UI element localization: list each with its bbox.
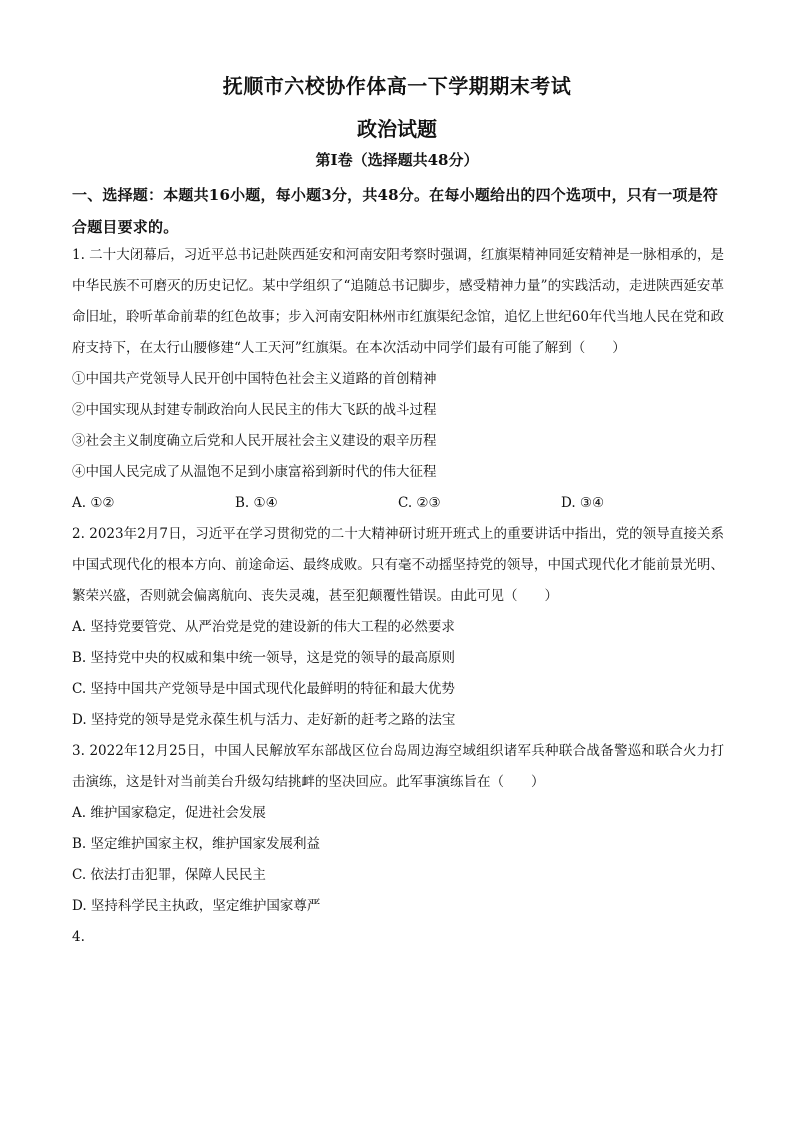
section-heading: 一、选择题：本题共16小题，每小题3分，共48分。在每小题给出的四个选项中，只有一项是符合题目要求的。 <box>72 186 718 236</box>
exam-subject-title: 政治试题 <box>357 117 437 141</box>
question-stem: 3. 2022年12月25日，中国人民解放军东部战区位台岛周边海空域组织诸军兵种联合战备警巡和联合火力打击演练，这是针对当前美台升级勾结挑衅的坚决回应。此军事演练旨在（ ） <box>72 743 724 790</box>
option-b: B. 坚定维护国家主权，维护国家发展利益 <box>72 836 321 852</box>
questions-container <box>72 240 724 953</box>
statement-item: ③社会主义制度确立后党和人民开展社会主义建设的艰辛历程 <box>72 433 437 449</box>
option-c: C. 依法打击犯罪，保障人民民主 <box>72 867 266 883</box>
exam-title: 抚顺市六校协作体高一下学期期末考试 <box>222 74 572 98</box>
statement-item: ②中国实现从封建专制政治向人民民主的伟大飞跃的战斗过程 <box>72 402 437 418</box>
option-c: C. ②③ <box>398 495 441 511</box>
option-a: A. ①② <box>72 495 115 511</box>
option-b: B. 坚持党中央的权威和集中统一领导，这是党的领导的最高原则 <box>72 650 456 666</box>
option-c: C. 坚持中国共产党领导是中国式现代化最鲜明的特征和最大优势 <box>72 681 455 697</box>
question-3 <box>72 736 724 922</box>
option-a: A. 维护国家稳定，促进社会发展 <box>72 805 266 821</box>
statement-item: ④中国人民完成了从温饱不足到小康富裕到新时代的伟大征程 <box>72 464 437 480</box>
option-d: D. 坚持党的领导是党永葆生机与活力、走好新的赶考之路的法宝 <box>72 712 456 728</box>
option-a: A. 坚持党要管党、从严治党是党的建设新的伟大工程的必然要求 <box>72 619 455 635</box>
option-d: D. ③④ <box>561 495 605 511</box>
question-4 <box>72 922 724 953</box>
question-1 <box>72 240 724 519</box>
option-b: B. ①④ <box>235 495 278 511</box>
options-row <box>72 488 724 519</box>
question-stem: 4. <box>72 929 85 945</box>
paper-part-heading: 第Ⅰ卷（选择题共48分） <box>315 151 479 169</box>
question-2 <box>72 519 724 736</box>
option-d: D. 坚持科学民主执政，坚定维护国家尊严 <box>72 898 321 914</box>
question-stem: 2. 2023年2月7日，习近平在学习贯彻党的二十大精神研讨班开班式上的重要讲话中指出，党的领导直接关系中国式现代化的根本方向、前途命运、最终成败。只有毫不动摇坚持党的领导，中国式现代化才能前景光明、繁荣兴盛，否则就会偏离航向、丧失灵魂，甚至犯颠覆性错误。由此可见（ ） <box>72 526 724 604</box>
question-stem: 1. 二十大闭幕后，习近平总书记赴陕西延安和河南安阳考察时强调，红旗渠精神同延安精神是一脉相承的，是中华民族不可磨灭的历史记忆。某中学组织了“追随总书记脚步，感受精神力量”的实践活动，走进陕西延安革命旧址，聆听革命前辈的红色故事；步入河南安阳林州市红旗渠纪念馆，追忆上世纪60年代当地人民在党和政府支持下，在太行山腰修建“人工天河”红旗渠。在本次活动中同学们最有可能了解到（ ） <box>72 247 724 356</box>
statement-item: ①中国共产党领导人民开创中国特色社会主义道路的首创精神 <box>72 371 437 387</box>
